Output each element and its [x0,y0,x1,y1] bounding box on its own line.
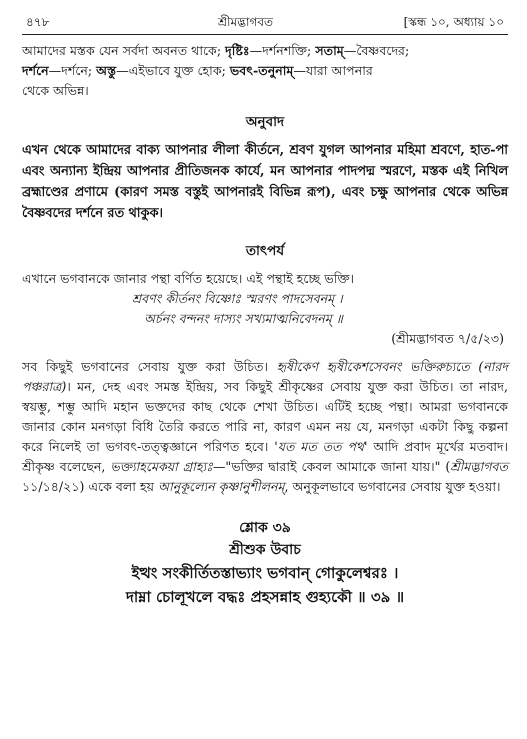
page [22,10,508,609]
verse-line: শ্রবণং কীর্তনং বিষ্ণোঃ স্মরণং পাদসেবনম্ । [132,291,343,306]
synonym-word: দর্শনে [22,63,49,78]
synonym-text: —দর্শনে; [48,63,97,78]
purport-quote: 'যত মত তত পথ' [274,439,368,454]
synonym-text: —এইভাবে যুক্ত হোক; [116,63,230,78]
shloka-title: শ্লোক ৩৯ [239,520,291,536]
synonym-text: —যারা আপনার [293,63,373,78]
verse-line: অর্চনং বন্দনং দাস্যং সখ্যমাত্মনিবেদনম্ ॥ [144,311,343,326]
purport-text: ১১/১৪/২১) একে বলা হয় [22,479,158,494]
quoted-verse [22,289,508,329]
purport-text: —"ভক্তির দ্বারাই কেবল আমাকে জানা যায়।" ( [212,459,451,474]
purport-quote: ভক্ত্যাহমেকয়া গ্রাহ্যঃ [110,459,213,474]
purport-text: , অনুকূলভাবে ভগবানের সেবায় যুক্ত হওয়া। [284,479,501,494]
synonym-text: আমাদের মস্তক যেন সর্বদা অবনত থাকে; [22,43,226,58]
page-header [22,10,508,32]
synonym-word: সতাম্ [315,43,344,58]
shloka-line: ইত্থং সংকীর্তিতস্তাভ্যাং ভগবান্ গোকুলেশ্বরঃ । [131,564,399,582]
purport-heading: তাৎপর্য [245,243,285,259]
purport-quote: হৃষীকেণ হৃষীকেশসেবনং ভক্তিরুচ্যতে (নারদ পঞ্চরাত্র) [22,359,508,394]
synonym-word: ভবৎ-তনুনাম্ [229,63,294,78]
translation-text: এখন থেকে আমাদের বাক্য আপনার লীলা কীর্তনে, শ্রবণ যুগল আপনার মহিমা শ্রবণে, হাত-পা এবং অন্যান্য ইন্দ্রিয় আপনার প্রীতিজনক কার্যে, মন আপনার পাদপদ্ম স্মরণে, মস্তক এই নিখিল ব্রহ্মাণ্ডের প্রণামে (কারণ সমস্ত বস্তুই আপনারই বিভিন্ন রূপ), এবং চক্ষু আপনার থেকে অভিন্ন বৈষ্ণবদের দর্শনে রত থাকুক। [22,143,508,221]
purport-quote: শ্রীমদ্ভাগবত [450,459,509,474]
synonym-text: —বৈষ্ণবদের; [343,43,410,58]
canto-chapter: [স্কন্ধ ১০, অধ্যায় ১০ [403,15,504,29]
purport-text: আদি প্রবাদ মূর্খের মতবাদ। শ্রীকৃষ্ণ বলেছেন, [22,439,509,474]
synonym-word: অস্তু [96,63,117,78]
synonyms-paragraph [22,41,508,101]
purport-text: সব কিছুই ভগবানের সেবায় যুক্ত করা উচিত। [22,359,277,374]
shloka-speaker: শ্রীশুক উবাচ [229,542,301,558]
synonym-text: —দর্শনশক্তি; [249,43,316,58]
purport-text: । মন, দেহ এবং সমস্ত ইন্দ্রিয়, সব কিছুই শ্রীকৃষ্ণের সেবায় যুক্ত করা উচিত। তা নারদ, স্বয়ম্ভু, শম্ভু আদি মহান ভক্তদের কাছ থেকে শেখা উচিত। এটিই হচ্ছে পন্থা। আমরা ভগবানকে জানার কোন মনগড়া বিধি তৈরি করতে পারি না, কারণ এমন নয় যে, মনগড়া একটা কিছু কল্পনা করে নিলেই তা ভগবৎ-তত্ত্বজ্ঞানে পরিণত হবে। [22,379,508,454]
book-title: শ্রীমদ্ভাগবত [218,15,274,29]
purport-paragraph [22,357,508,497]
synonym-text: থেকে অভিন্ন। [22,83,89,98]
translation-heading: অনুবাদ [245,114,285,130]
purport-intro: এখানে ভগবানকে জানার পন্থা বর্ণিত হয়েছে। এই পন্থাই হচ্ছে ভক্তি। [22,271,355,286]
verse-reference: (শ্রীমদ্ভাগবত ৭/৫/২৩) [391,331,504,346]
synonym-word: দৃষ্টিঃ [225,43,250,58]
purport-quote: আনুকূল্যেন কৃষ্ণানুশীলনম্ [158,479,285,494]
page-number: ৪৭৮ [26,15,50,29]
shloka-line: দাম্না চোলূখলে বদ্ধঃ প্রহসন্নাহ গুহ্যকৌ ॥ ৩৯ ॥ [125,588,405,606]
header-rule [22,34,508,35]
